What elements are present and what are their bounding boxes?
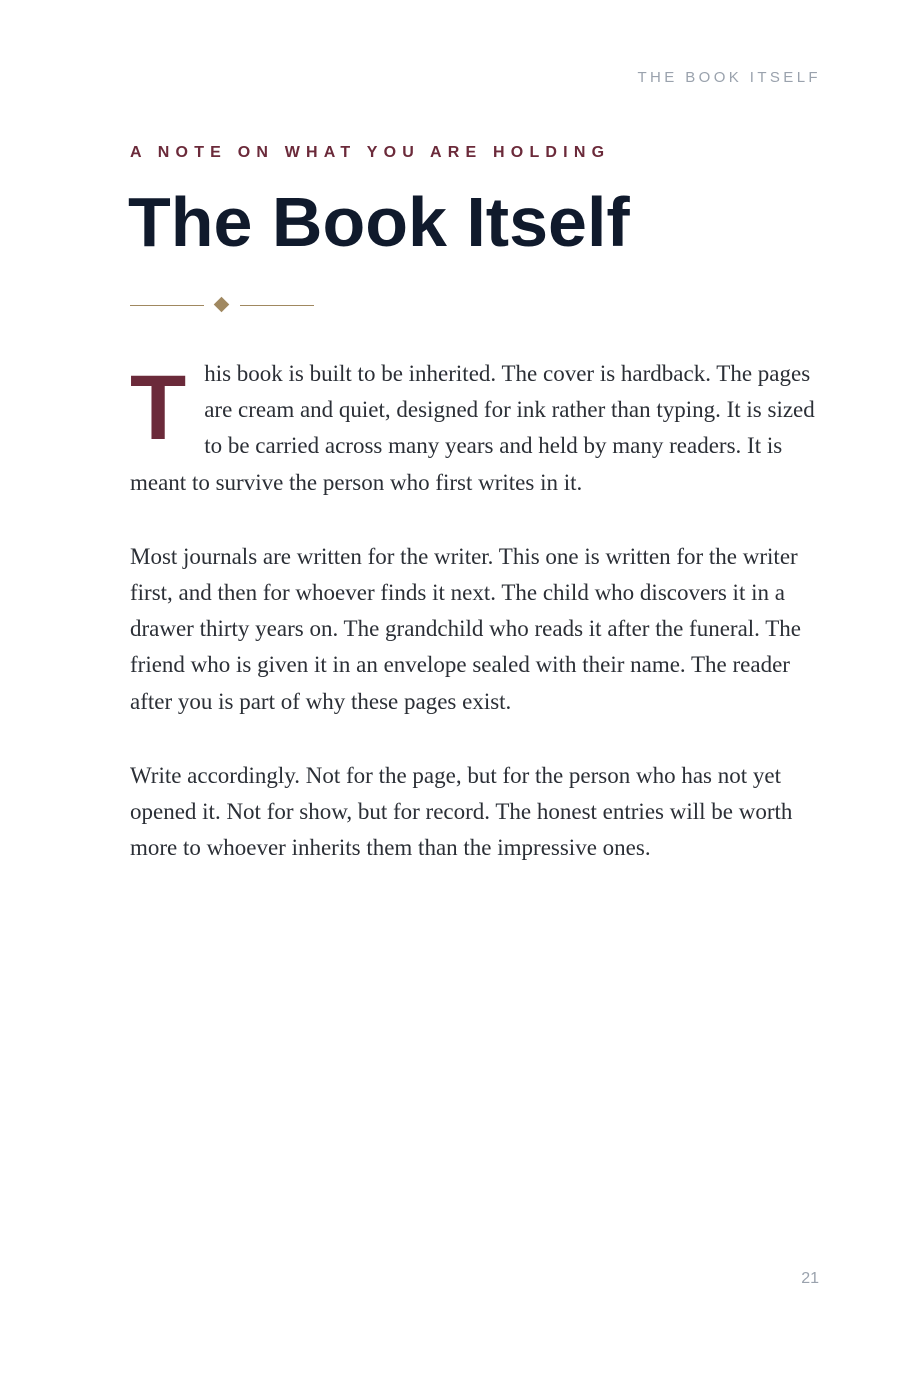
divider-rule-right: [240, 305, 314, 306]
drop-cap: T: [130, 357, 187, 459]
paragraph-1: [130, 356, 820, 501]
paragraph-1-text: his book is built to be inherited. The cover is hardback. The pages are cream and quiet, designed for ink rather than typing. It is sized to be carried across many years and held by many readers. It is meant to survive the person who first writes in it.: [130, 361, 815, 495]
diamond-divider-icon: [130, 296, 314, 316]
running-header: THE BOOK ITSELF: [637, 69, 821, 86]
diamond-icon: [214, 297, 230, 313]
paragraph-3: Write accordingly. Not for the page, but for the person who has not yet opened it. Not for show, but for record. The honest entries will be worth more to whoever inherits them than the impressive ones.: [130, 762, 793, 861]
eyebrow-heading: A NOTE ON WHAT YOU ARE HOLDING: [130, 144, 611, 161]
divider-rule-left: [130, 305, 204, 306]
page-title: The Book Itself: [128, 183, 630, 261]
page-number: 21: [801, 1270, 819, 1287]
body-text: [130, 356, 820, 904]
paragraph-2: Most journals are written for the writer. This one is written for the writer first, and then for whoever finds it next. The child who discovers it in a drawer thirty years on. The grandchild who reads it after the funeral. The friend who is given it in an envelope sealed with their name. The reader after you is part of why these pages exist.: [130, 543, 802, 714]
